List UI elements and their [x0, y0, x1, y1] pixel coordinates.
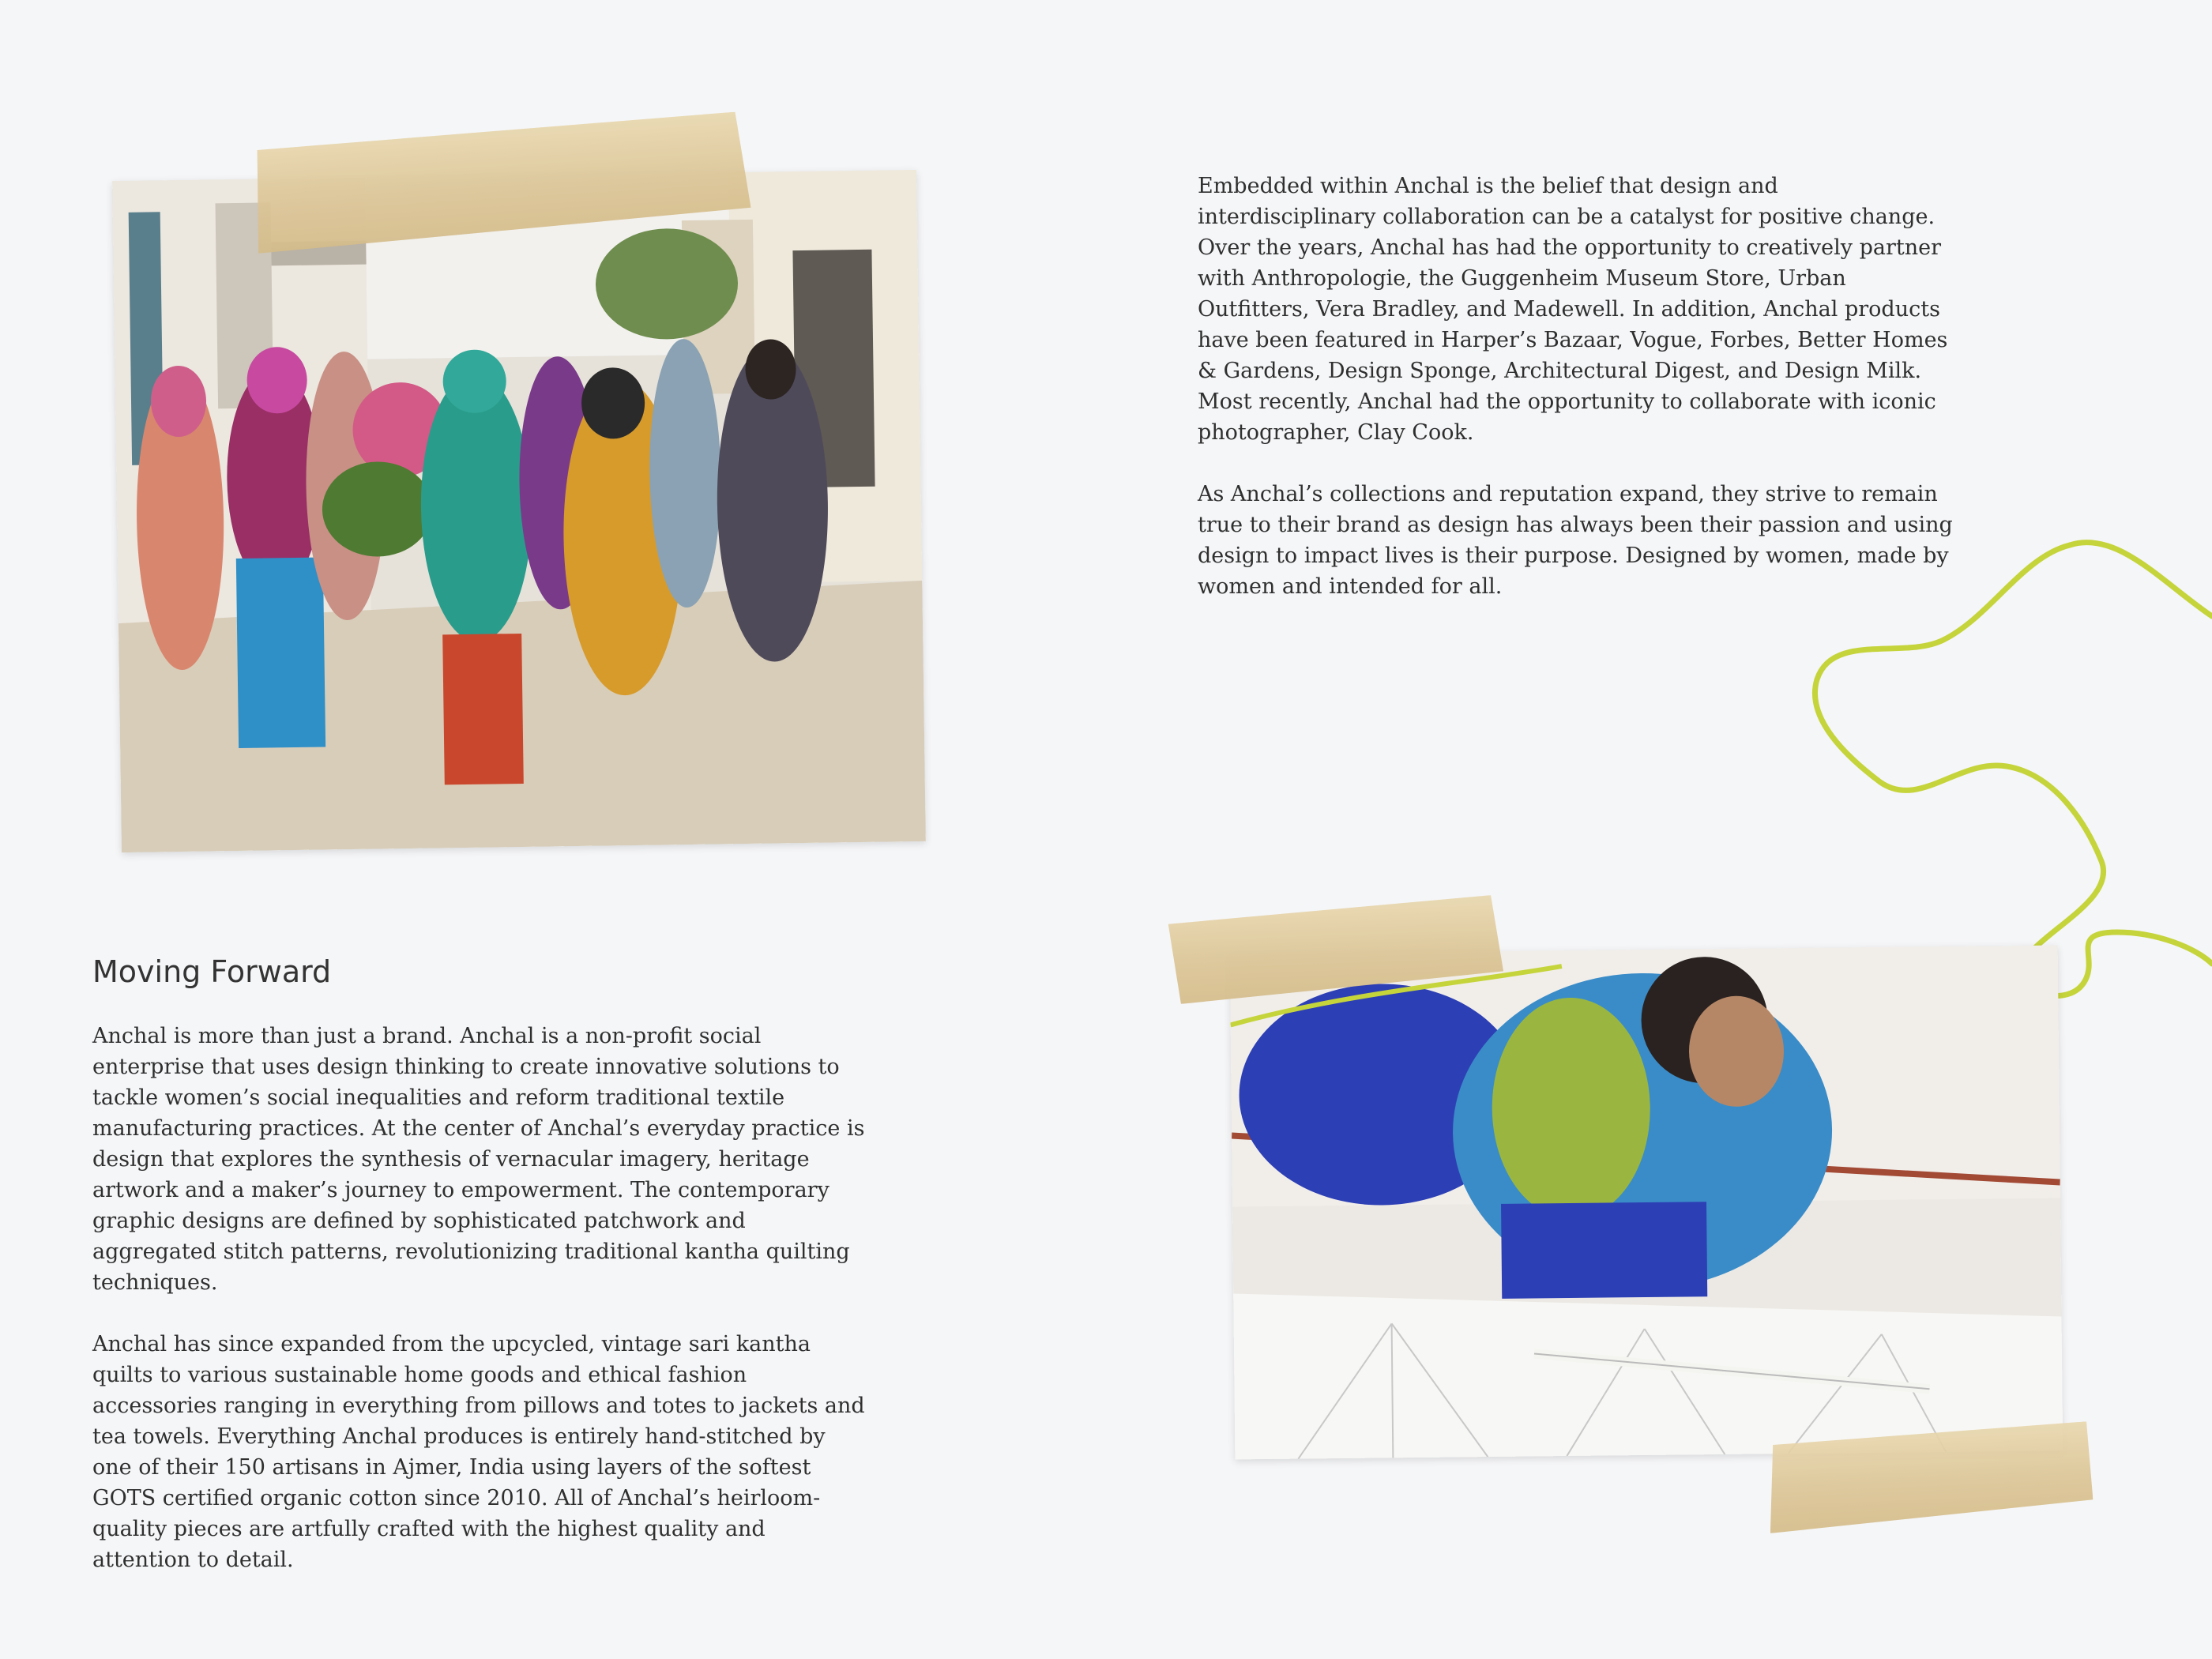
moving-forward-text-block [92, 1021, 867, 1575]
intro-paragraph-1: Embedded within Anchal is the belief that design and interdisciplinary collaboration can be a catalyst for positive change. Over the years, Anchal has had the opportunity to creatively partner with Anthropologie, the Guggenheim Museum Store, Urban Outfitters, Vera Bradley, and Madewell. In addition, Anchal products have been featured in Harper’s Bazaar, Vogue, Forbes, Better Homes & Gardens, Design Sponge, Architectural Digest, and Design Milk. Most recently, Anchal had the opportunity to collaborate with iconic photographer, Clay Cook. [1198, 174, 1948, 445]
moving-forward-paragraph-2: Anchal has since expanded from the upcycled, vintage sari kantha quilts to various sustainable home goods and ethical fashion accessories ranging in everything from pillows and totes to jackets and tea towels. Everything Anchal produces is entirely hand-stitched by one of their 150 artisans in Ajmer, India using layers of the softest GOTS certified organic cotton since 2010. All of Anchal’s heirloom-quality pieces are artfully crafted with the highest quality and attention to detail. [92, 1332, 865, 1572]
artisan-measuring-photo [1230, 946, 2063, 1460]
moving-forward-paragraph-1: Anchal is more than just a brand. Anchal is a non-profit social enterprise that uses design thinking to create innovative solutions to tackle women’s social inequalities and reform traditional textile manufacturing practices. At the center of Anchal’s everyday practice is design that explores the synthesis of vernacular imagery, heritage artwork and a maker’s journey to empowerment. The contemporary graphic designs are defined by sophisticated patchwork and aggregated stitch patterns, revolutionizing traditional kantha quilting techniques. [92, 1024, 865, 1295]
intro-paragraph-2: As Anchal’s collections and reputation expand, they strive to remain true to their brand as design has always been their passion and using design to impact lives is their purpose. Designed by women, made by women and intended for all. [1198, 482, 1953, 599]
women-walking-photo [112, 170, 926, 852]
section-heading: Moving Forward [92, 954, 332, 989]
